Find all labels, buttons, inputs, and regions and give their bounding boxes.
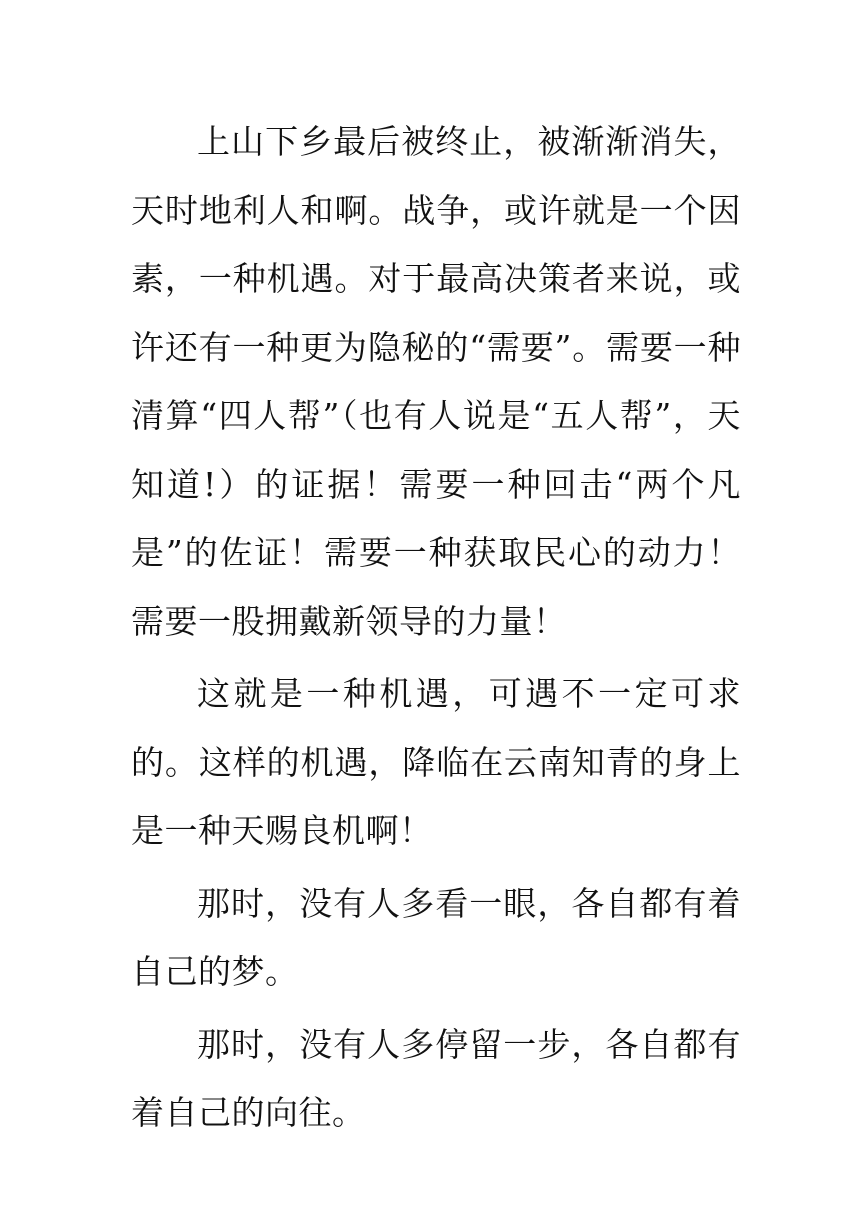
paragraph-3: 那时，没有人多看一眼，各自都有着自己的梦。 <box>131 883 741 991</box>
paragraph-1: 上山下乡最后被终止，被渐渐消失，天时地利人和啊。战争，或许就是一个因素，一种机遇。对于最高决策者来说，或许还有一种更为隐秘的“需要”。需要一种清算“四人帮”（也有人说是“五人帮”，天知道!）的证据！需要一种回击“两个凡是”的佐证！需要一种获取民心的动力！需要一股拥戴新领导的力量！ <box>131 122 741 641</box>
paragraph-4: 那时，没有人多停留一步，各自都有着自己的向往。 <box>131 1024 741 1132</box>
paragraph-2: 这就是一种机遇，可遇不一定可求的。这样的机遇，降临在云南知青的身上是一种天赐良机啊！ <box>131 674 741 850</box>
document-body <box>131 108 741 1148</box>
